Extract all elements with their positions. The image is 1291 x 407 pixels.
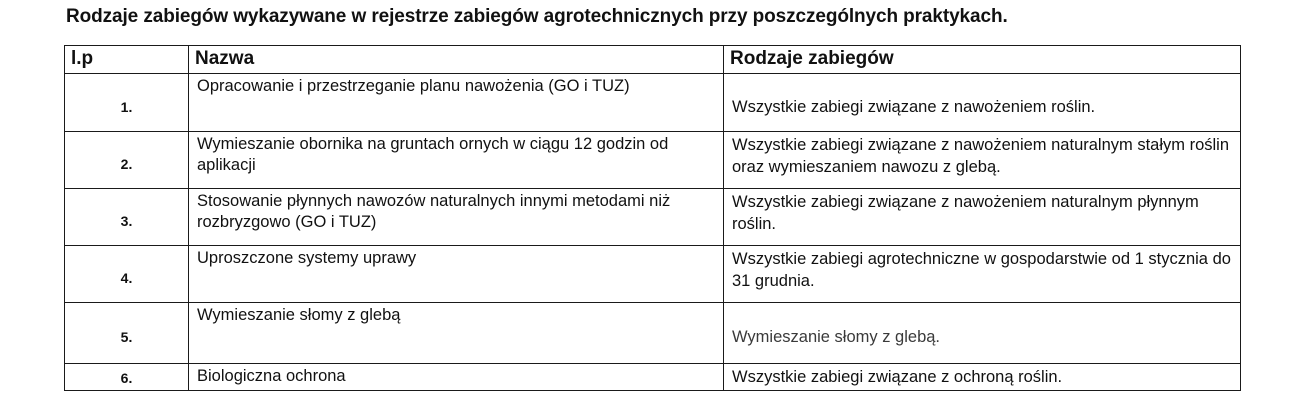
row-types: Wszystkie zabiegi związane z nawożeniem naturalnym stałym roślin oraz wymieszaniem nawozu z glebą. [724,132,1241,189]
row-name: Biologiczna ochrona [189,364,724,391]
header-types: Rodzaje zabiegów [724,46,1241,74]
row-number: 5. [65,303,189,364]
table-row [65,303,1241,364]
table-row [65,132,1241,189]
row-name: Wymieszanie słomy z glebą [189,303,724,364]
table-row [65,246,1241,303]
row-types: Wszystkie zabiegi agrotechniczne w gospodarstwie od 1 stycznia do 31 grudnia. [724,246,1241,303]
practices-table [64,45,1241,391]
row-name: Uproszczone systemy uprawy [189,246,724,303]
row-number: 3. [65,189,189,246]
row-number: 1. [65,74,189,132]
table-row [65,189,1241,246]
table-header-row [65,46,1241,74]
row-name: Wymieszanie obornika na gruntach ornych w ciągu 12 godzin od aplikacji [189,132,724,189]
row-types: Wymieszanie słomy z glebą. [724,303,1241,364]
header-name: Nazwa [189,46,724,74]
row-types: Wszystkie zabiegi związane z nawożeniem roślin. [724,74,1241,132]
row-types: Wszystkie zabiegi związane z ochroną roślin. [724,364,1241,391]
row-number: 4. [65,246,189,303]
header-lp: l.p [65,46,189,74]
table-row [65,74,1241,132]
row-name: Opracowanie i przestrzeganie planu nawożenia (GO i TUZ) [189,74,724,132]
row-types: Wszystkie zabiegi związane z nawożeniem naturalnym płynnym roślin. [724,189,1241,246]
row-name: Stosowanie płynnych nawozów naturalnych innymi metodami niż rozbryzgowo (GO i TUZ) [189,189,724,246]
document-title: Rodzaje zabiegów wykazywane w rejestrze zabiegów agrotechnicznych przy poszczególnych praktykach. [66,6,1008,27]
table-row [65,364,1241,391]
row-number: 2. [65,132,189,189]
row-number: 6. [65,364,189,391]
